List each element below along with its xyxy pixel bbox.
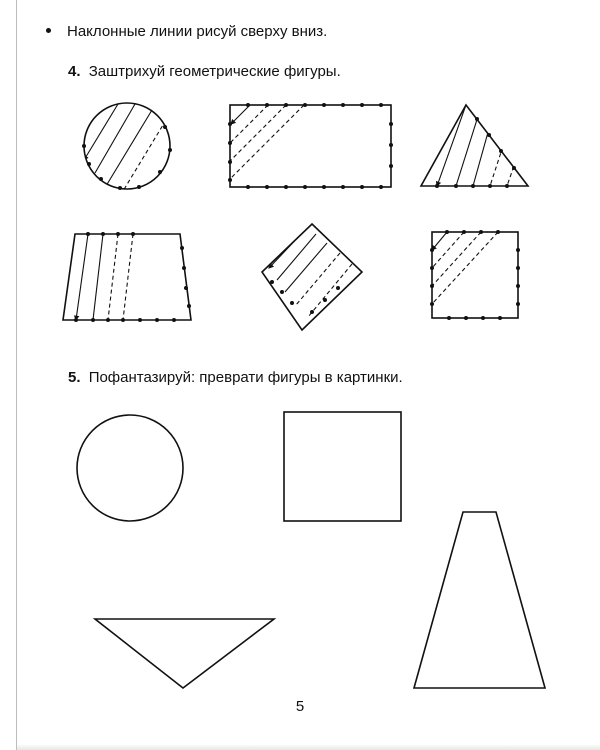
shade-triangle [421, 105, 528, 188]
shade-rectangle [228, 103, 393, 189]
bullet-instruction-text: Наклонные линии рисуй сверху вниз. [67, 23, 328, 40]
shade-square [430, 230, 520, 320]
fantasy-circle [77, 415, 183, 521]
task-5-text: Пофантазируй: преврати фигуры в картинки. [88, 369, 403, 386]
fantasy-square [284, 412, 401, 521]
task-4-number: 4. [68, 63, 81, 80]
fantasy-triangle [95, 619, 274, 688]
task-4-text: Заштрихуй геометрические фигуры. [88, 63, 341, 80]
page-number: 5 [295, 698, 305, 715]
fantasy-trapezoid [414, 512, 545, 688]
shade-rhombus [262, 224, 362, 330]
shade-trapezoid [63, 232, 191, 322]
shade-circle [82, 103, 172, 196]
task-5-number: 5. [68, 369, 81, 386]
